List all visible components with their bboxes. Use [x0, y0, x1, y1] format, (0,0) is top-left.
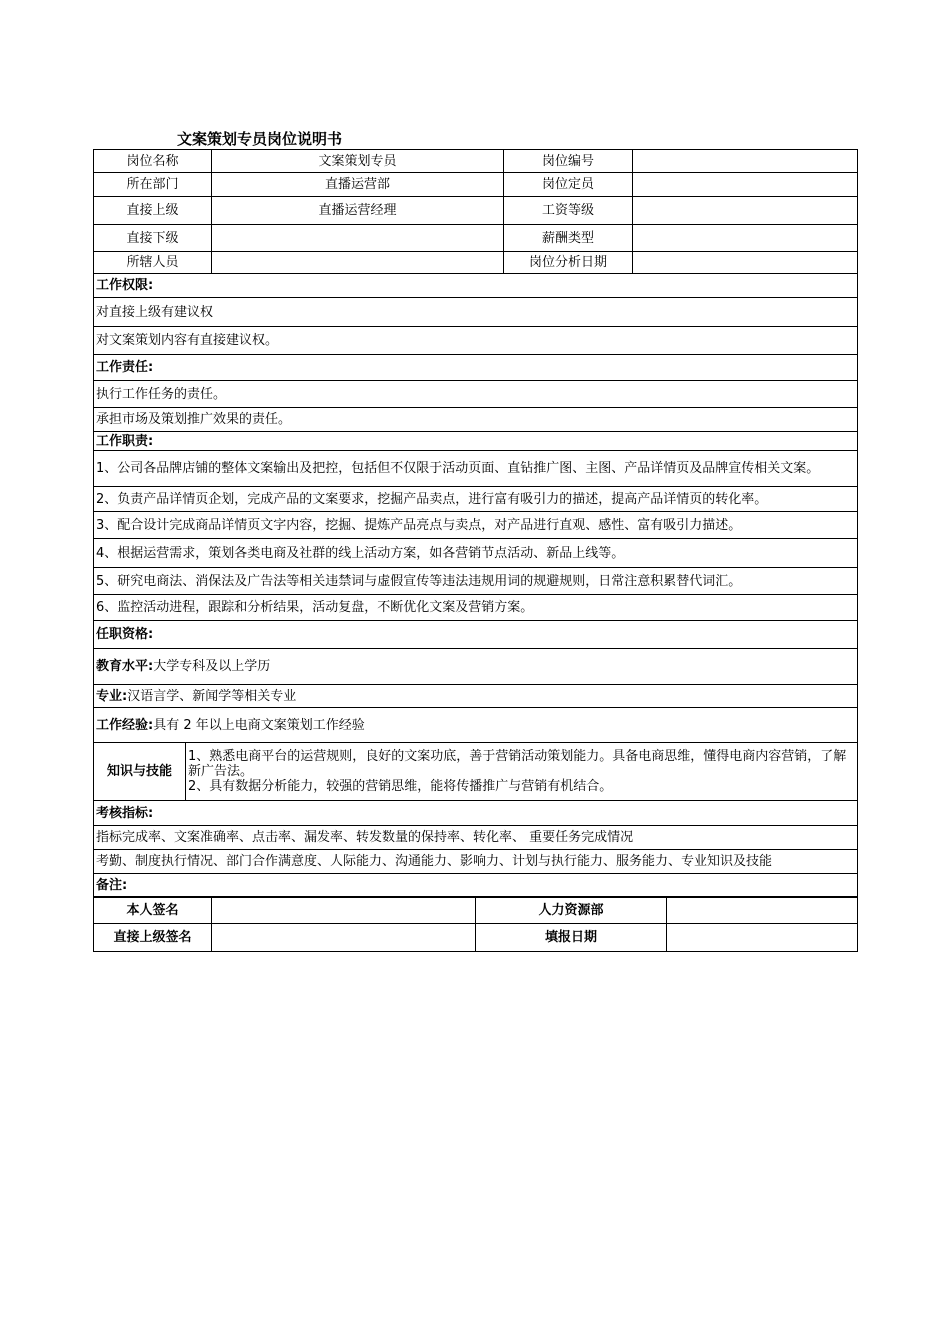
- self-sign-label: 本人签名: [94, 897, 212, 924]
- duty-item: 1、公司各品牌店铺的整体文案输出及把控，包括但不仅限于活动页面、直钻推广图、主图、产品详情页及品牌宣传相关文案。: [94, 451, 858, 487]
- section-heading-authority: 工作权限:: [94, 274, 858, 298]
- skills-item: 1、熟悉电商平台的运营规则，良好的文案功底，善于营销活动策划能力。具备电商思维，懂得电商内容营销，了解新广告法。: [188, 749, 847, 779]
- label-analysis-date: 岗位分析日期: [504, 252, 633, 274]
- duty-item: 3、配合设计完成商品详情页文字内容，挖掘、提炼产品亮点与卖点，对产品进行直观、感性、富有吸引力描述。: [94, 512, 858, 539]
- label-pay-type: 薪酬类型: [504, 225, 633, 252]
- self-sign-field[interactable]: [212, 897, 476, 924]
- experience-value: 具有 2 年以上电商文案策划工作经验: [153, 717, 365, 733]
- education-label: 教育水平:: [96, 659, 154, 674]
- label-position-name: 岗位名称: [94, 150, 212, 173]
- major-label: 专业:: [96, 688, 128, 704]
- header-info-table: [93, 149, 858, 274]
- label-headcount: 岗位定员: [504, 173, 633, 197]
- value-position-number: [633, 150, 858, 173]
- value-pay-type: [633, 225, 858, 252]
- signature-table: [93, 896, 858, 952]
- value-direct-superior: 直播运营经理: [212, 197, 504, 225]
- duty-item: 6、监控活动进程，跟踪和分析结果，活动复盘，不断优化文案及营销方案。: [94, 595, 858, 621]
- education-row: [94, 649, 858, 685]
- skills-label: 知识与技能: [94, 743, 186, 801]
- duty-item: 2、负责产品详情页企划，完成产品的文案要求，挖掘产品卖点，进行富有吸引力的描述，提高产品详情页的转化率。: [94, 487, 858, 512]
- responsibility-item: 承担市场及策划推广效果的责任。: [94, 408, 858, 432]
- value-position-name: 文案策划专员: [212, 150, 504, 173]
- major-value: 汉语言学、新闻学等相关专业: [127, 688, 297, 704]
- value-staff: [212, 252, 504, 274]
- value-salary-grade: [633, 197, 858, 225]
- superior-sign-field[interactable]: [212, 924, 476, 952]
- section-heading-duties: 工作职责:: [94, 432, 858, 451]
- section-heading-qualifications: 任职资格:: [94, 621, 858, 649]
- job-description-table: [93, 273, 858, 898]
- value-direct-subordinate: [212, 225, 504, 252]
- fill-date-label: 填报日期: [476, 924, 667, 952]
- experience-row: [94, 708, 858, 743]
- responsibility-item: 执行工作任务的责任。: [94, 381, 858, 408]
- page-title: 文案策划专员岗位说明书: [177, 130, 343, 148]
- hr-field[interactable]: [667, 897, 858, 924]
- assessment-item: 指标完成率、文案准确率、点击率、漏发率、转发数量的保持率、转化率、 重要任务完成情况: [94, 826, 858, 850]
- section-heading-assessment: 考核指标:: [94, 801, 858, 826]
- hr-label: 人力资源部: [476, 897, 667, 924]
- experience-label: 工作经验:: [96, 717, 154, 733]
- education-value: 大学专科及以上学历: [153, 659, 271, 674]
- duty-item: 4、根据运营需求，策划各类电商及社群的线上活动方案，如各营销节点活动、新品上线等。: [94, 539, 858, 568]
- value-analysis-date: [633, 252, 858, 274]
- label-staff: 所辖人员: [94, 252, 212, 274]
- assessment-item: 考勤、制度执行情况、部门合作满意度、人际能力、沟通能力、影响力、计划与执行能力、服务能力、专业知识及技能: [94, 850, 858, 874]
- superior-sign-label: 直接上级签名: [94, 924, 212, 952]
- value-department: 直播运营部: [212, 173, 504, 197]
- label-department: 所在部门: [94, 173, 212, 197]
- section-heading-remarks: 备注:: [94, 874, 858, 898]
- authority-item: 对直接上级有建议权: [94, 298, 858, 327]
- label-direct-superior: 直接上级: [94, 197, 212, 225]
- value-headcount: [633, 173, 858, 197]
- label-salary-grade: 工资等级: [504, 197, 633, 225]
- major-row: [94, 685, 858, 708]
- authority-item: 对文案策划内容有直接建议权。: [94, 327, 858, 355]
- section-heading-responsibility: 工作责任:: [94, 355, 858, 381]
- skills-item: 2、具有数据分析能力，较强的营销思维，能将传播推广与营销有机结合。: [188, 779, 613, 794]
- fill-date-field[interactable]: [667, 924, 858, 952]
- duty-item: 5、研究电商法、消保法及广告法等相关违禁词与虚假宣传等违法违规用词的规避规则，日常注意积累替代词汇。: [94, 568, 858, 595]
- label-position-number: 岗位编号: [504, 150, 633, 173]
- skills-content: [186, 743, 858, 801]
- label-direct-subordinate: 直接下级: [94, 225, 212, 252]
